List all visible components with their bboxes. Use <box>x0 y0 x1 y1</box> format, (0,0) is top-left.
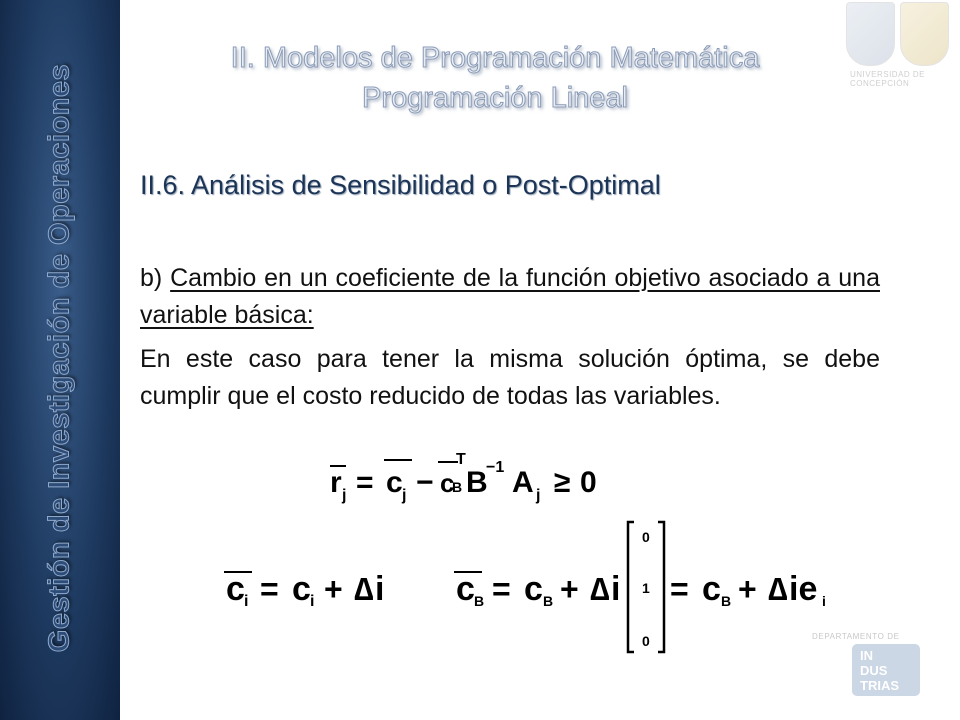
eq-operator: = <box>492 571 511 607</box>
eq-subscript: B <box>543 593 554 609</box>
eq-symbol: ∆ <box>590 571 610 607</box>
eq-subscript: j <box>536 487 541 504</box>
eq-symbol: A <box>512 466 534 499</box>
crest-caption: UNIVERSIDAD DE CONCEPCIÓN <box>850 70 926 88</box>
eq-symbol: ∆ <box>354 571 374 607</box>
industrias-logo <box>852 644 920 696</box>
eq-subscript: j <box>342 487 347 504</box>
slide-header-line2: Programación Lineal <box>362 82 628 114</box>
cost-change-equation <box>224 570 384 610</box>
vector-entry: 0 <box>642 633 650 649</box>
reduced-cost-equation <box>330 451 597 504</box>
eq-operator: + <box>324 571 343 607</box>
eq-symbol: B <box>466 466 488 499</box>
eq-symbol: ie <box>789 570 818 608</box>
eq-symbol: c <box>292 570 311 608</box>
vector-left-bracket <box>628 522 634 652</box>
eq-operator: + <box>738 571 757 607</box>
section-title: II.6. Análisis de Sensibilidad o Post-Optimal <box>140 170 661 200</box>
logo-text: IN <box>860 648 873 663</box>
eq-operator: = <box>260 571 279 607</box>
eq-symbol: i <box>611 570 621 608</box>
logo-text: DUS <box>860 663 888 678</box>
eq-symbol: c <box>440 468 455 498</box>
eq-symbol: c <box>702 570 721 608</box>
eq-subscript: i <box>310 593 315 610</box>
eq-subscript: i <box>244 593 249 610</box>
department-caption: DEPARTAMENTO DE <box>812 632 900 641</box>
eq-operator: + <box>560 571 579 607</box>
eq-operator: ≥ <box>554 466 571 499</box>
eq-subscript: B <box>452 479 463 495</box>
vector-entry: 0 <box>642 529 650 545</box>
eq-symbol: 0 <box>580 466 597 499</box>
vector-entry: 1 <box>642 580 650 596</box>
eq-superscript: −1 <box>486 459 505 476</box>
eq-subscript: i <box>822 593 826 609</box>
eq-operator: − <box>416 466 434 499</box>
eq-symbol: ∆ <box>768 571 788 607</box>
eq-superscript: T <box>456 451 466 468</box>
case-heading: Cambio en un coeficiente de la función objetivo asociado a una variable básica: <box>140 264 880 329</box>
eq-subscript: j <box>402 487 407 504</box>
eq-symbol: c <box>524 570 543 608</box>
eq-symbol: c <box>226 570 245 608</box>
basic-cost-vector-equation <box>454 522 826 652</box>
eq-symbol: r <box>330 466 342 499</box>
slide-header-line1: II. Modelos de Programación Matemática <box>230 42 760 74</box>
eq-symbol: c <box>456 570 475 608</box>
eq-symbol: i <box>375 570 385 608</box>
sidebar-title: Gestión de Investigación de Operaciones <box>43 63 76 653</box>
case-prefix: b) <box>140 264 171 292</box>
eq-subscript: B <box>474 593 485 609</box>
eq-operator: = <box>356 466 374 499</box>
paragraph-condition: En este caso para tener la misma solución óptima, se debe cumplir que el costo reducido de todas las variables. <box>140 345 880 410</box>
vector-right-bracket <box>658 522 664 652</box>
eq-symbol: c <box>386 466 403 499</box>
eq-operator: = <box>670 571 689 607</box>
logo-text: TRIAS <box>860 678 899 693</box>
eq-subscript: B <box>721 593 732 609</box>
